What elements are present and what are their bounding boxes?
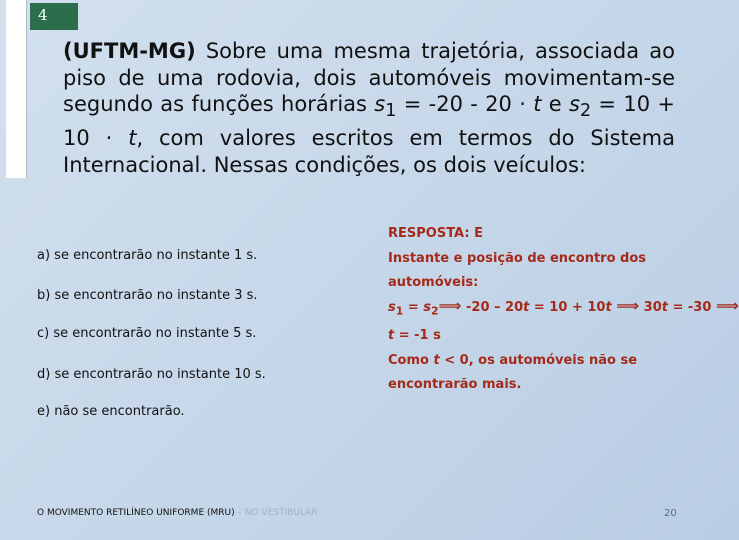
implies-arrow-icon: ⟹ [715, 295, 739, 315]
footer-title: O MOVIMENTO RETILÍNEO UNIFORME (MRU) – NO VESTIBULAR [37, 508, 318, 518]
option-a[interactable]: a) se encontrarão no instante 1 s. [37, 248, 258, 263]
page-number: 20 [664, 508, 677, 519]
answer-conclusion: encontrarão mais. [388, 377, 522, 393]
option-d[interactable]: d) se encontrarão no instante 10 s. [37, 367, 266, 382]
option-b[interactable]: b) se encontrarão no instante 3 s. [37, 288, 258, 303]
option-e[interactable]: e) não se encontrarão. [37, 404, 185, 419]
left-decoration-bar [6, 0, 27, 178]
implies-arrow-icon: ⟹ [438, 295, 462, 315]
implies-arrow-icon: ⟹ [616, 295, 640, 315]
slide-number: 4 [38, 6, 48, 24]
answer-equation: $s_1$ = $s_2⟹$ -20 – 20t = 10 + 10t ⟹ 30t = -30 ⟹ [388, 295, 739, 318]
question-text: (UFTM-MG) Sobre uma mesma trajetória, associada ao piso de uma rodovia, dois automóveis movimentam-se segundo as funções horárias $s_1 = -20 - 20 \cdot t$ e $s_2 = 10 + 10 \cdot t$, com valores escritos em termos do Sistema Internacional. Nessas condições, os dois veículos: [63, 39, 675, 177]
option-c[interactable]: c) se encontrarão no instante 5 s. [37, 326, 257, 341]
answer-conclusion: Como t < 0, os automóveis não se [388, 352, 638, 368]
question-source: (UFTM-MG) [63, 39, 196, 63]
slide-number-box [30, 3, 78, 30]
answer-result: t = -1 s [388, 327, 441, 343]
answer-block [388, 222, 739, 398]
answer-heading: RESPOSTA: E [388, 226, 483, 241]
answer-line: Instante e posição de encontro dos [388, 250, 647, 266]
answer-line: automóveis: [388, 275, 479, 291]
